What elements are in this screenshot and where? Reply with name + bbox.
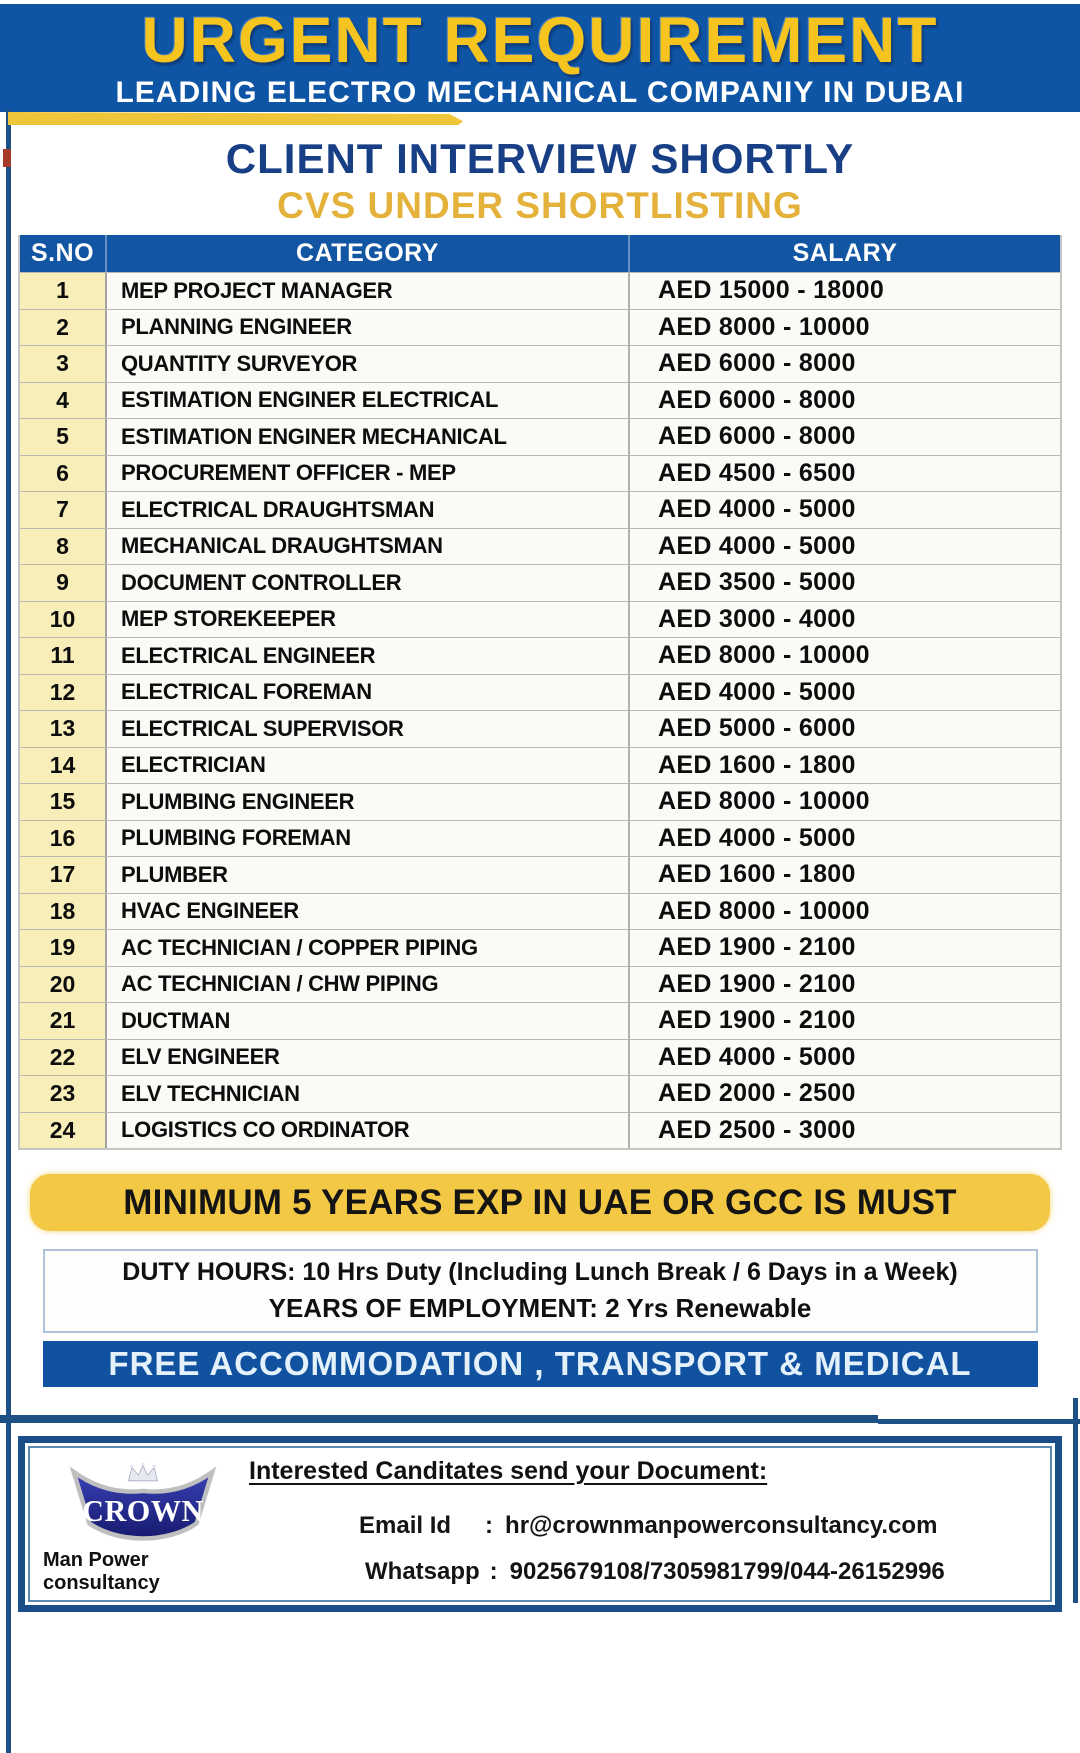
table-row xyxy=(20,491,1060,528)
row-category: DUCTMAN xyxy=(107,1003,630,1039)
row-category: LOGISTICS CO ORDINATOR xyxy=(107,1113,630,1149)
table-header-row xyxy=(20,235,1060,272)
table-row xyxy=(20,747,1060,784)
row-sno: 22 xyxy=(20,1040,107,1076)
table-row xyxy=(20,783,1060,820)
table-row xyxy=(20,272,1060,309)
row-category: ESTIMATION ENGINER ELECTRICAL xyxy=(107,383,630,419)
table-row xyxy=(20,929,1060,966)
row-salary: AED 8000 - 10000 xyxy=(658,641,870,670)
employment-value: 2 Yrs Renewable xyxy=(605,1293,812,1323)
duty-hours-line xyxy=(122,1258,957,1287)
row-sno: 4 xyxy=(20,383,107,419)
email-value: hr@crownmanpowerconsultancy.com xyxy=(505,1512,938,1539)
row-category: MEP PROJECT MANAGER xyxy=(107,273,630,309)
row-salary: AED 1600 - 1800 xyxy=(658,750,856,779)
row-salary: AED 2500 - 3000 xyxy=(658,1115,856,1144)
row-sno: 11 xyxy=(20,638,107,674)
contact-heading: Interested Canditates send your Document: xyxy=(249,1457,768,1485)
email-row xyxy=(359,1512,1041,1540)
row-salary: AED 6000 - 8000 xyxy=(658,349,856,378)
table-row xyxy=(20,455,1060,492)
row-salary: AED 1900 - 2100 xyxy=(658,933,856,962)
employment-line xyxy=(269,1293,812,1324)
row-salary: AED 4500 - 6500 xyxy=(658,458,856,487)
row-salary: AED 1900 - 2100 xyxy=(658,1006,856,1035)
yellow-brush-streak xyxy=(8,112,463,125)
section-divider xyxy=(0,1415,1080,1427)
row-salary: AED 1600 - 1800 xyxy=(658,860,856,889)
row-sno: 19 xyxy=(20,930,107,966)
row-sno: 17 xyxy=(20,857,107,893)
row-salary: AED 2000 - 2500 xyxy=(658,1079,856,1108)
table-row xyxy=(20,1075,1060,1112)
row-salary: AED 4000 - 5000 xyxy=(658,1042,856,1071)
row-sno: 12 xyxy=(20,675,107,711)
row-category: ELECTRICAL SUPERVISOR xyxy=(107,711,630,747)
email-label: Email Id xyxy=(359,1512,452,1539)
row-category: PLUMBING ENGINEER xyxy=(107,784,630,820)
row-sno: 14 xyxy=(20,748,107,784)
row-sno: 5 xyxy=(20,419,107,455)
row-sno: 9 xyxy=(20,565,107,601)
terms-box xyxy=(43,1249,1038,1333)
row-category: AC TECHNICIAN / CHW PIPING xyxy=(107,967,630,1003)
row-sno: 3 xyxy=(20,346,107,382)
row-category: MECHANICAL DRAUGHTSMAN xyxy=(107,529,630,565)
row-salary: AED 5000 - 6000 xyxy=(658,714,856,743)
benefits-banner xyxy=(43,1341,1038,1387)
row-salary: AED 8000 - 10000 xyxy=(658,896,870,925)
row-sno: 18 xyxy=(20,894,107,930)
table-row xyxy=(20,893,1060,930)
duty-hours-value: 10 Hrs Duty (Including Lunch Break / 6 Days in a Week) xyxy=(302,1258,958,1286)
whatsapp-row xyxy=(365,1558,1041,1586)
benefits-banner-text: FREE ACCOMMODATION , TRANSPORT & MEDICAL xyxy=(108,1345,972,1382)
row-category: AC TECHNICIAN / COPPER PIPING xyxy=(107,930,630,966)
row-salary: AED 8000 - 10000 xyxy=(658,787,870,816)
row-category: QUANTITY SURVEYOR xyxy=(107,346,630,382)
row-category: PROCUREMENT OFFICER - MEP xyxy=(107,456,630,492)
table-row xyxy=(20,966,1060,1003)
row-category: PLANNING ENGINEER xyxy=(107,310,630,346)
row-category: ELECTRICAL FOREMAN xyxy=(107,675,630,711)
page-title: URGENT REQUIREMENT xyxy=(141,4,939,76)
table-row xyxy=(20,1039,1060,1076)
table-row xyxy=(20,710,1060,747)
row-category: HVAC ENGINEER xyxy=(107,894,630,930)
email-separator: : xyxy=(485,1512,494,1539)
row-sno: 8 xyxy=(20,529,107,565)
crown-logo-text: CROWN xyxy=(82,1494,204,1529)
row-category: PLUMBER xyxy=(107,857,630,893)
row-sno: 24 xyxy=(20,1113,107,1149)
logo-column xyxy=(43,1453,243,1597)
table-row xyxy=(20,528,1060,565)
column-header-salary: SALARY xyxy=(792,239,898,267)
row-sno: 2 xyxy=(20,310,107,346)
row-category: ESTIMATION ENGINER MECHANICAL xyxy=(107,419,630,455)
header-band xyxy=(0,4,1080,112)
row-sno: 16 xyxy=(20,821,107,857)
row-salary: AED 4000 - 5000 xyxy=(658,677,856,706)
row-salary: AED 6000 - 8000 xyxy=(658,422,856,451)
row-sno: 7 xyxy=(20,492,107,528)
row-category: ELV ENGINEER xyxy=(107,1040,630,1076)
table-row xyxy=(20,1002,1060,1039)
table-row xyxy=(20,637,1060,674)
table-body xyxy=(20,272,1060,1148)
row-category: ELECTRICIAN xyxy=(107,748,630,784)
row-sno: 10 xyxy=(20,602,107,638)
row-salary: AED 4000 - 5000 xyxy=(658,495,856,524)
row-salary: AED 15000 - 18000 xyxy=(658,276,885,305)
duty-hours-label: DUTY HOURS: xyxy=(122,1258,296,1286)
table-row xyxy=(20,564,1060,601)
row-category: MEP STOREKEEPER xyxy=(107,602,630,638)
row-category: DOCUMENT CONTROLLER xyxy=(107,565,630,601)
row-sno: 1 xyxy=(20,273,107,309)
contact-footer-box xyxy=(18,1436,1062,1612)
table-row xyxy=(20,674,1060,711)
employment-label: YEARS OF EMPLOYMENT: xyxy=(268,1293,598,1323)
whatsapp-label: Whatsapp xyxy=(365,1558,480,1585)
crown-logo-icon xyxy=(67,1453,219,1549)
row-salary: AED 3500 - 5000 xyxy=(658,568,856,597)
row-category: ELECTRICAL DRAUGHTSMAN xyxy=(107,492,630,528)
row-sno: 21 xyxy=(20,1003,107,1039)
table-row xyxy=(20,601,1060,638)
whatsapp-separator: : xyxy=(489,1558,498,1585)
row-sno: 13 xyxy=(20,711,107,747)
right-border-stripe xyxy=(1073,1398,1078,1603)
logo-caption: Man Power consultancy xyxy=(43,1549,160,1594)
whatsapp-value: 9025679108/7305981799/044-26152996 xyxy=(509,1558,945,1585)
table-row xyxy=(20,382,1060,419)
column-header-sno: S.NO xyxy=(20,235,107,272)
contact-column xyxy=(243,1453,1041,1597)
row-sno: 20 xyxy=(20,967,107,1003)
page-subtitle: LEADING ELECTRO MECHANICAL COMPANIY IN DUBAI xyxy=(115,76,965,109)
experience-banner-text: MINIMUM 5 YEARS EXP IN UAE OR GCC IS MUST xyxy=(123,1182,957,1222)
table-row xyxy=(20,309,1060,346)
table-row xyxy=(20,418,1060,455)
table-row xyxy=(20,820,1060,857)
column-header-category: CATEGORY xyxy=(107,235,630,272)
row-salary: AED 8000 - 10000 xyxy=(658,312,870,341)
left-border-stripe xyxy=(6,110,11,1753)
row-sno: 23 xyxy=(20,1076,107,1112)
row-salary: AED 4000 - 5000 xyxy=(658,823,856,852)
row-salary: AED 4000 - 5000 xyxy=(658,531,856,560)
row-sno: 6 xyxy=(20,456,107,492)
row-sno: 15 xyxy=(20,784,107,820)
table-row xyxy=(20,856,1060,893)
row-salary: AED 6000 - 8000 xyxy=(658,385,856,414)
jobs-table xyxy=(18,235,1062,1150)
row-salary: AED 1900 - 2100 xyxy=(658,969,856,998)
row-salary: AED 3000 - 4000 xyxy=(658,604,856,633)
row-category: ELV TECHNICIAN xyxy=(107,1076,630,1112)
red-edge-mark xyxy=(3,149,11,167)
row-category: ELECTRICAL ENGINEER xyxy=(107,638,630,674)
table-row xyxy=(20,345,1060,382)
interview-heading: CLIENT INTERVIEW SHORTLY xyxy=(225,135,855,182)
row-category: PLUMBING FOREMAN xyxy=(107,821,630,857)
table-row xyxy=(20,1112,1060,1149)
experience-banner xyxy=(30,1174,1050,1231)
shortlisting-subheading: CVS UNDER SHORTLISTING xyxy=(277,185,803,226)
